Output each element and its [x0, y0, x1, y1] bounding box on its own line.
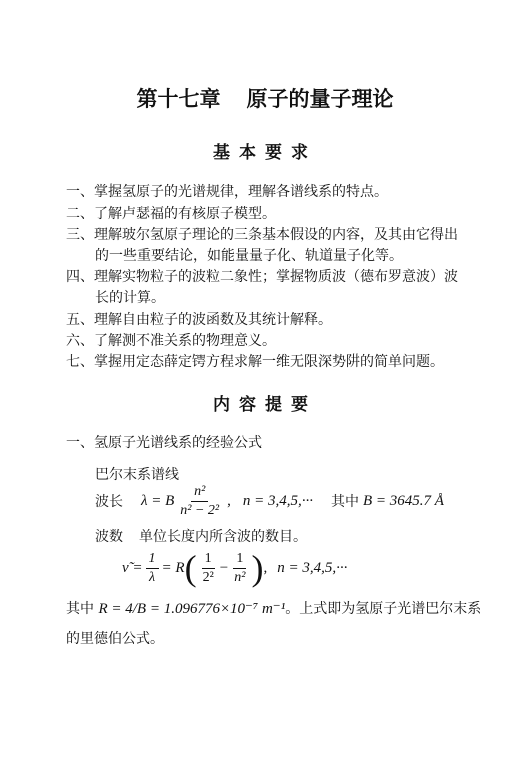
content-heading: 一、氢原子光谱线系的经验公式	[66, 435, 262, 451]
chapter-number: 第十七章	[136, 86, 221, 111]
chapter-name: 原子的量子理论	[246, 86, 394, 111]
wavelength-label: 波长	[95, 494, 123, 510]
wavenumber-frac2: $\frac{1}{\text{2²}}$	[202, 550, 214, 585]
rydberg-suffix: 。上式即为氢原子光谱巴尔末系	[285, 601, 482, 617]
wavenumber-n-range: n = 3,4,5,···	[277, 559, 348, 576]
wavelength-fraction	[177, 483, 222, 520]
rydberg-last-line: 的里德伯公式。	[66, 631, 164, 647]
requirement-7: 七、掌握用定态薛定锷方程求解一维无限深势阱的简单问题。	[66, 354, 444, 370]
requirement-4-cont: 长的计算。	[95, 290, 165, 306]
wavelength-lhs: λ = B	[141, 492, 175, 509]
rydberg-line	[66, 598, 481, 618]
wavenumber-desc: 单位长度内所含波的数目。	[139, 529, 307, 545]
requirement-5: 五、理解自由粒子的波函数及其统计解释。	[66, 312, 332, 328]
requirement-2: 二、了解卢瑟福的有核原子模型。	[66, 206, 276, 222]
rydberg-formula: R = 4/B = 1.096776×10⁻⁷ m⁻¹	[98, 601, 286, 617]
rydberg-prefix: 其中	[66, 601, 94, 617]
wavenumber-label: 波数	[95, 529, 123, 545]
wavelength-row: 波长 λ = B $\frac{\text{n²}}{\text{n² − 2²}}$ , n = 3,4,5,··· 其中 B = 3645.7 Å	[95, 483, 444, 518]
chapter-title	[0, 83, 530, 113]
series-name: 巴尔末系谱线	[95, 467, 179, 483]
wavelength-numerator: n²	[191, 483, 208, 502]
requirement-3: 三、理解玻尔氢原子理论的三条基本假设的内容，及其由它得出	[66, 227, 458, 243]
wavenumber-frac1: $\frac{1}{\lambda}$	[146, 550, 159, 587]
wavenumber-formula: ν̃ = $\frac{1}{\lambda}$ = R ( $\frac{1}{\text{2²}}$ − $\frac{1}{\text{n²}}$ ) , n = 3,4,5,···	[122, 548, 348, 588]
wavenumber-lhs: ν̃ =	[122, 559, 143, 576]
wavenumber-row	[95, 526, 307, 546]
requirement-1: 一、掌握氢原子的光谱规律，理解各谱线系的特点。	[66, 184, 388, 200]
wavelength-n-range: n = 3,4,5,···	[242, 492, 313, 509]
section-title-requirements: 基本要求	[213, 143, 317, 163]
b-value: B = 3645.7 Å	[363, 492, 444, 509]
wavenumber-frac3: $\frac{1}{\text{n²}}$	[234, 550, 246, 585]
requirement-6: 六、了解测不准关系的物理意义。	[66, 333, 276, 349]
wavelength-denominator: n² − 2²	[180, 502, 220, 518]
requirement-4: 四、理解实物粒子的波粒二象性；掌握物质波（德布罗意波）波	[66, 269, 458, 285]
section-title-summary: 内容提要	[213, 395, 317, 415]
requirement-3-cont: 的一些重要结论，如能量量子化、轨道量子化等。	[95, 248, 403, 264]
wavenumber-r: = R	[161, 559, 185, 576]
wavelength-where: 其中	[331, 494, 359, 510]
